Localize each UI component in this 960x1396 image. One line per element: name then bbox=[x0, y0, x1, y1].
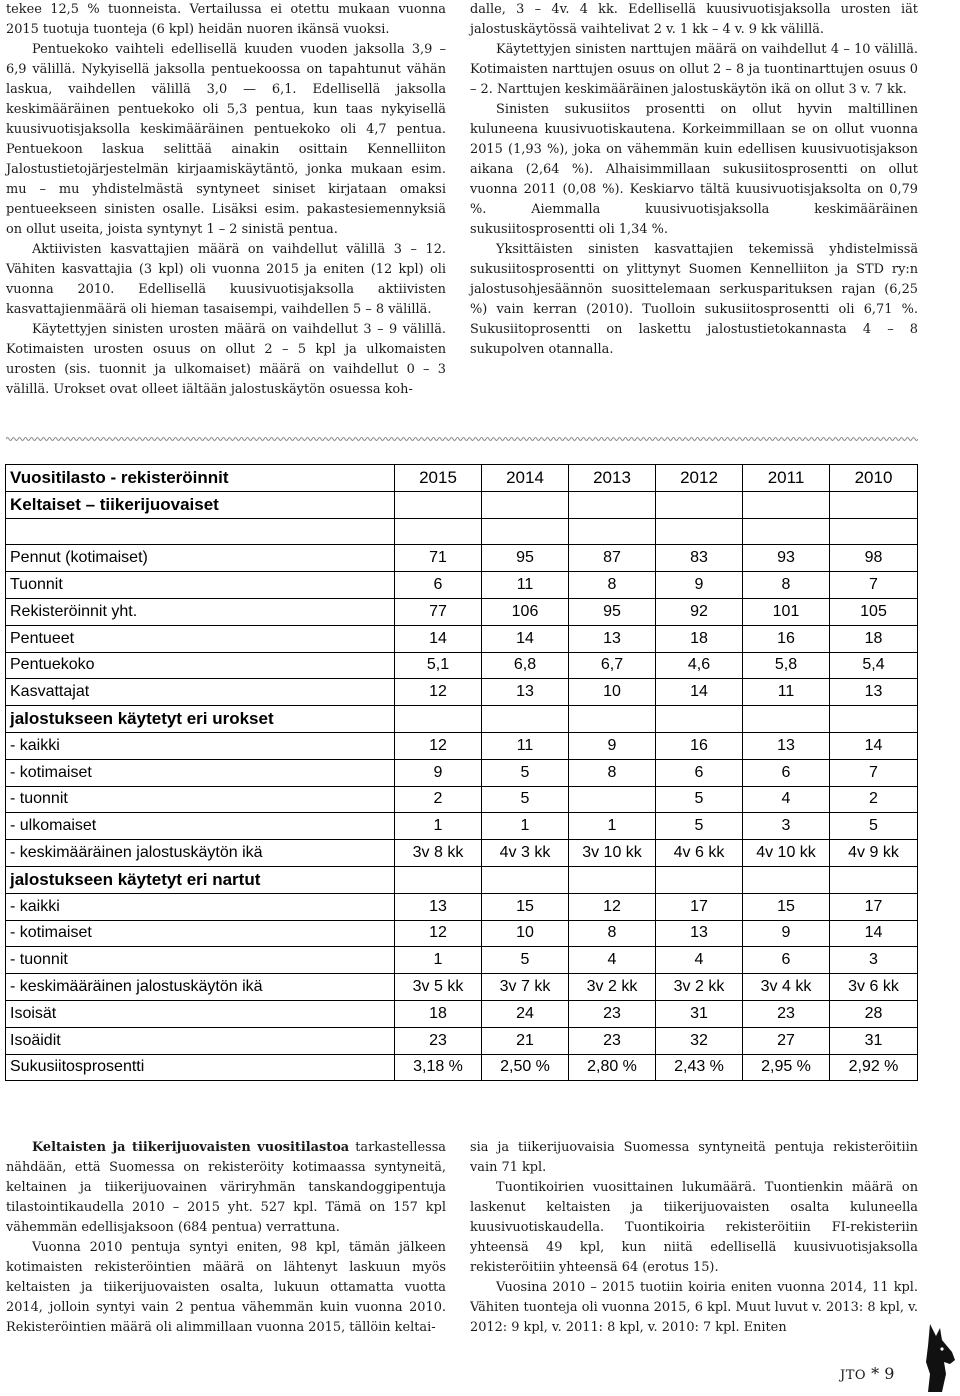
row-value: 16 bbox=[656, 732, 743, 759]
row-value: 12 bbox=[395, 732, 482, 759]
table-row bbox=[6, 813, 918, 840]
wavy-divider bbox=[6, 434, 918, 444]
row-value: 2,80 % bbox=[569, 1054, 656, 1081]
empty-cell bbox=[830, 518, 918, 545]
row-value: 7 bbox=[830, 572, 918, 599]
row-value: 9 bbox=[569, 732, 656, 759]
row-value: 12 bbox=[395, 920, 482, 947]
row-value: 11 bbox=[743, 679, 830, 706]
row-value: 2,43 % bbox=[656, 1054, 743, 1081]
row-value: 13 bbox=[743, 732, 830, 759]
summary-paragraph bbox=[6, 1138, 446, 1238]
row-value bbox=[830, 706, 918, 733]
row-value bbox=[743, 706, 830, 733]
table-row bbox=[6, 759, 918, 786]
row-value: 7 bbox=[830, 759, 918, 786]
row-value: 14 bbox=[482, 625, 569, 652]
row-label: - kaikki bbox=[6, 732, 395, 759]
row-value: 13 bbox=[656, 920, 743, 947]
table-header-row bbox=[6, 465, 918, 492]
table-row bbox=[6, 1000, 918, 1027]
row-value: 12 bbox=[569, 893, 656, 920]
body-paragraph: Käytettyjen sinisten urosten määrä on vaihdellut 3 – 9 välillä. Kotimaisten urosten osuus on ollut 2 – 5 kpl ja ulkomaisten urosten (sis. tuonnit ja ulkomaiset) määrä on vaihdellut 0 – 3 välillä. Urokset ovat olleet iältään jalostuskäytön osuessa koh- bbox=[6, 322, 446, 397]
text-column-top-left bbox=[6, 0, 446, 400]
table-row bbox=[6, 732, 918, 759]
row-value: 27 bbox=[743, 1027, 830, 1054]
body-paragraph: Pentuekoko vaihteli edellisellä kuuden vuoden jaksolla 3,9 – 6,9 välillä. Nykyisellä jaksolla pentuekoossa on tapahtunut vähän laskua, vaihdellen välillä 3,0 — 6,1. Edellisellä jaksolla keskimääräinen pentuekoko oli 5,3 pentua, kun taas nykyisellä kuusivuotisjaksolla keskimääräinen pentuekoko oli 4,7 pentua. Pentuekoon laskua selittää ainakin osittain Kennelliiton Jalostustietojärjestelmän kirjaamiskäytäntö, jonka mukaan esim. mu – mu yhdistelmästä syntyneet siniset kirjataan omaksi pentueekseen sinisten osalle. Lisäksi esim. pakastesiemennyksiä on ollut useita, joista syntynyt 1 – 2 sinistä pentua. bbox=[6, 42, 446, 237]
footer-separator: * bbox=[871, 1364, 880, 1383]
row-label: Pentuekoko bbox=[6, 652, 395, 679]
table-row bbox=[6, 1054, 918, 1081]
row-value bbox=[569, 706, 656, 733]
body-paragraph: tekee 12,5 % tuonneista. Vertailussa ei otettu mukaan vuonna 2015 tuotuja tuonteja (6 kpl) heidän nuoren ikänsä vuoksi. bbox=[6, 2, 446, 37]
journal-name: JTO bbox=[840, 1368, 867, 1383]
row-value: 6,7 bbox=[569, 652, 656, 679]
body-paragraph: Vuonna 2010 pentuja syntyi eniten, 98 kpl, tämän jälkeen kotimaisten rekisteröintien määrä on lähtenyt laskuun myös keltaisten ja tiikerijuovaisten osalta, lukuun ottamatta vuotta 2014, jolloin syntyi vain 2 pentua vähemmän kuin vuonna 2010. Rekisteröintien määrä oli alimmillaan vuonna 2015, tällöin keltai- bbox=[6, 1240, 446, 1335]
row-value: 105 bbox=[830, 598, 918, 625]
row-label: Pentueet bbox=[6, 625, 395, 652]
row-label: - kaikki bbox=[6, 893, 395, 920]
row-value: 31 bbox=[830, 1027, 918, 1054]
row-value: 1 bbox=[395, 947, 482, 974]
table-subtitle-row bbox=[6, 491, 918, 518]
row-value: 2,92 % bbox=[830, 1054, 918, 1081]
row-value: 1 bbox=[482, 813, 569, 840]
row-value: 4v 9 kk bbox=[830, 840, 918, 867]
row-value: 23 bbox=[395, 1027, 482, 1054]
year-header: 2010 bbox=[830, 465, 918, 492]
row-value: 14 bbox=[830, 920, 918, 947]
page-number: 9 bbox=[884, 1364, 895, 1383]
row-value bbox=[395, 706, 482, 733]
text-column-top-right bbox=[470, 0, 918, 360]
row-value: 5,1 bbox=[395, 652, 482, 679]
body-paragraph: Tuontikoirien vuosittainen lukumäärä. Tuontienkin määrä on laskenut keltaisten ja tiikerijuovaisten osalta kuluneella kuusivuotiskaudella. Tuontikoiria rekisteröitiin FI-rekisteriin yhteensä 49 kpl, kun niitä edellisellä kuusivuotisjaksolla rekisteröitiin yhteensä 64 (erotus 15). bbox=[470, 1180, 918, 1275]
row-label: jalostukseen käytetyt eri urokset bbox=[6, 706, 395, 733]
row-label: Rekisteröinnit yht. bbox=[6, 598, 395, 625]
text-column-bottom-right bbox=[470, 1138, 918, 1338]
row-value: 101 bbox=[743, 598, 830, 625]
row-value: 2,95 % bbox=[743, 1054, 830, 1081]
row-label: - keskimääräinen jalostuskäytön ikä bbox=[6, 840, 395, 867]
row-value: 4,6 bbox=[656, 652, 743, 679]
row-value: 17 bbox=[656, 893, 743, 920]
row-value: 5,8 bbox=[743, 652, 830, 679]
table-row bbox=[6, 840, 918, 867]
row-value: 6 bbox=[743, 759, 830, 786]
row-value: 4v 10 kk bbox=[743, 840, 830, 867]
empty-cell bbox=[656, 518, 743, 545]
text-column-bottom-left bbox=[6, 1138, 446, 1338]
row-value: 6 bbox=[656, 759, 743, 786]
row-value: 9 bbox=[656, 572, 743, 599]
row-value: 3v 7 kk bbox=[482, 974, 569, 1001]
empty-cell bbox=[830, 491, 918, 518]
row-label: - tuonnit bbox=[6, 947, 395, 974]
empty-cell bbox=[743, 518, 830, 545]
row-value: 92 bbox=[656, 598, 743, 625]
row-value: 23 bbox=[569, 1027, 656, 1054]
row-value: 3v 2 kk bbox=[569, 974, 656, 1001]
year-header: 2014 bbox=[482, 465, 569, 492]
row-value: 5 bbox=[482, 786, 569, 813]
row-value: 77 bbox=[395, 598, 482, 625]
row-value: 10 bbox=[569, 679, 656, 706]
row-label: - kotimaiset bbox=[6, 759, 395, 786]
page-footer bbox=[840, 1364, 894, 1383]
row-value bbox=[656, 706, 743, 733]
row-value: 13 bbox=[395, 893, 482, 920]
table-row bbox=[6, 679, 918, 706]
row-value: 3v 4 kk bbox=[743, 974, 830, 1001]
empty-cell bbox=[482, 491, 569, 518]
row-value: 8 bbox=[569, 759, 656, 786]
row-value: 5 bbox=[656, 786, 743, 813]
row-label: Isoisät bbox=[6, 1000, 395, 1027]
row-value: 23 bbox=[743, 1000, 830, 1027]
body-paragraph: Käytettyjen sinisten narttujen määrä on vaihdellut 4 – 10 välillä. Kotimaisten narttujen osuus on ollut 2 – 8 ja tuontinarttujen osuus 0 – 2. Narttujen keskimääräinen jalostuskäytön ikä on ollut 3 v. 7 kk. bbox=[470, 42, 918, 97]
table-row bbox=[6, 893, 918, 920]
row-value: 3v 10 kk bbox=[569, 840, 656, 867]
empty-cell bbox=[569, 518, 656, 545]
row-value: 9 bbox=[743, 920, 830, 947]
row-value: 14 bbox=[830, 732, 918, 759]
row-value: 3v 8 kk bbox=[395, 840, 482, 867]
row-value bbox=[569, 786, 656, 813]
row-label: - keskimääräinen jalostuskäytön ikä bbox=[6, 974, 395, 1001]
summary-lead: Keltaisten ja tiikerijuovaisten vuositilastoa bbox=[32, 1140, 350, 1155]
row-value: 23 bbox=[569, 1000, 656, 1027]
row-value: 93 bbox=[743, 545, 830, 572]
row-label: jalostukseen käytetyt eri nartut bbox=[6, 866, 395, 893]
row-value: 15 bbox=[743, 893, 830, 920]
row-value: 98 bbox=[830, 545, 918, 572]
row-value: 95 bbox=[482, 545, 569, 572]
row-value: 8 bbox=[569, 572, 656, 599]
row-value: 24 bbox=[482, 1000, 569, 1027]
row-value: 14 bbox=[395, 625, 482, 652]
row-value: 5 bbox=[482, 759, 569, 786]
row-value: 21 bbox=[482, 1027, 569, 1054]
year-header: 2011 bbox=[743, 465, 830, 492]
dog-head-logo bbox=[922, 1322, 956, 1394]
row-value: 106 bbox=[482, 598, 569, 625]
row-value: 5 bbox=[482, 947, 569, 974]
row-label: - ulkomaiset bbox=[6, 813, 395, 840]
table-title: Vuositilasto - rekisteröinnit bbox=[6, 465, 395, 492]
table-row bbox=[6, 625, 918, 652]
row-value: 2 bbox=[830, 786, 918, 813]
row-value: 11 bbox=[482, 732, 569, 759]
row-value: 4v 6 kk bbox=[656, 840, 743, 867]
row-value: 8 bbox=[569, 920, 656, 947]
row-label: Pennut (kotimaiset) bbox=[6, 545, 395, 572]
table-row bbox=[6, 706, 918, 733]
empty-cell bbox=[743, 491, 830, 518]
year-header: 2012 bbox=[656, 465, 743, 492]
body-paragraph: Sinisten sukusiitos prosentti on ollut hyvin maltillinen kuluneena kuusivuotiskautena. Korkeimmillaan se on ollut vuonna 2015 (1,93 %), joka on vähemmän kuin edellisen kuusivuotisjakson aikana (2,64 %). Alhaisimmillaan sukusiitosprosentti on ollut vuonna 2011 (0,08 %). Keskiarvo tältä kuusivuotisjaksolta on 0,79 %. Aiemmalla kuusivuotisjaksolla keskimääräinen sukusiitosprosentti oli 1,34 %. bbox=[470, 102, 918, 237]
body-paragraph: Yksittäisten sinisten kasvattajien tekemissä yhdistelmissä sukusiitosprosentti on ylittynyt Suomen Kennelliiton ja STD ry:n jalostusohjesäännön suosittelemaan serkusparituksen rajan (6,25 %) vain kerran (2010). Tuolloin sukusiitosprosentti oli 6,71 %. Sukusiitoprosentti on laskettu jalostustietokannasta 4 – 8 sukupolven otannalla. bbox=[470, 242, 918, 357]
row-value: 6 bbox=[395, 572, 482, 599]
row-value bbox=[656, 866, 743, 893]
row-value: 4v 3 kk bbox=[482, 840, 569, 867]
row-value bbox=[395, 866, 482, 893]
row-label: Isoäidit bbox=[6, 1027, 395, 1054]
row-value: 3v 2 kk bbox=[656, 974, 743, 1001]
row-value: 4 bbox=[743, 786, 830, 813]
table-row bbox=[6, 652, 918, 679]
row-value: 2 bbox=[395, 786, 482, 813]
row-value: 1 bbox=[395, 813, 482, 840]
row-value: 12 bbox=[395, 679, 482, 706]
row-value: 32 bbox=[656, 1027, 743, 1054]
table-row bbox=[6, 572, 918, 599]
table-row bbox=[6, 866, 918, 893]
row-label: Kasvattajat bbox=[6, 679, 395, 706]
row-value: 87 bbox=[569, 545, 656, 572]
row-label: - kotimaiset bbox=[6, 920, 395, 947]
table-row bbox=[6, 947, 918, 974]
row-value: 11 bbox=[482, 572, 569, 599]
row-value: 5,4 bbox=[830, 652, 918, 679]
year-header: 2015 bbox=[395, 465, 482, 492]
body-paragraph: dalle, 3 – 4v. 4 kk. Edellisellä kuusivuotisjaksolla urosten iät jalostuskäytössä vaihtelivat 2 v. 1 kk – 4 v. 9 kk välillä. bbox=[470, 2, 918, 37]
body-paragraph: Vuosina 2010 – 2015 tuotiin koiria eniten vuonna 2014, 11 kpl. Vähiten tuonteja oli vuonna 2015, 6 kpl. Muut luvut v. 2013: 8 kpl, v. 2012: 9 kpl, v. 2011: 8 kpl, v. 2010: 7 kpl. Eniten bbox=[470, 1280, 918, 1335]
row-value: 15 bbox=[482, 893, 569, 920]
row-label: Tuonnit bbox=[6, 572, 395, 599]
row-value: 18 bbox=[830, 625, 918, 652]
row-value: 28 bbox=[830, 1000, 918, 1027]
row-value: 31 bbox=[656, 1000, 743, 1027]
empty-cell bbox=[569, 491, 656, 518]
row-value: 14 bbox=[656, 679, 743, 706]
row-value: 95 bbox=[569, 598, 656, 625]
table-row bbox=[6, 920, 918, 947]
row-label: Sukusiitosprosentti bbox=[6, 1054, 395, 1081]
row-value: 10 bbox=[482, 920, 569, 947]
row-value: 5 bbox=[656, 813, 743, 840]
row-value bbox=[569, 866, 656, 893]
row-value bbox=[482, 866, 569, 893]
row-value: 3v 6 kk bbox=[830, 974, 918, 1001]
row-value: 3 bbox=[830, 947, 918, 974]
summary-lead-rest: tarkastellessa nähdään, että Suomessa on rekisteröity kotimaassa syntyneitä, keltainen ja tiikerijuovainen väriryhmän tanskandoggipentuja tilastointikaudella 2010 – 2015 yht. 527 kpl. Tämä on 157 kpl vähemmän edellisjaksoon (684 pentua) verrattuna. bbox=[6, 1140, 446, 1235]
row-value: 16 bbox=[743, 625, 830, 652]
row-value: 13 bbox=[830, 679, 918, 706]
table-row bbox=[6, 974, 918, 1001]
row-value: 3,18 % bbox=[395, 1054, 482, 1081]
empty-cell bbox=[395, 491, 482, 518]
table-spacer-row bbox=[6, 518, 918, 545]
row-value: 4 bbox=[656, 947, 743, 974]
row-value bbox=[830, 866, 918, 893]
row-value: 13 bbox=[569, 625, 656, 652]
table-subtitle: Keltaiset – tiikerijuovaiset bbox=[6, 491, 395, 518]
empty-cell bbox=[6, 518, 395, 545]
row-value: 71 bbox=[395, 545, 482, 572]
row-value: 18 bbox=[395, 1000, 482, 1027]
row-value: 2,50 % bbox=[482, 1054, 569, 1081]
row-value: 6,8 bbox=[482, 652, 569, 679]
row-value: 5 bbox=[830, 813, 918, 840]
body-paragraph: sia ja tiikerijuovaisia Suomessa syntyneitä pentuja rekisteröitiin vain 71 kpl. bbox=[470, 1140, 918, 1175]
row-value: 9 bbox=[395, 759, 482, 786]
row-value: 83 bbox=[656, 545, 743, 572]
row-value bbox=[482, 706, 569, 733]
row-value: 4 bbox=[569, 947, 656, 974]
table-row bbox=[6, 545, 918, 572]
row-value: 13 bbox=[482, 679, 569, 706]
table-row bbox=[6, 1027, 918, 1054]
empty-cell bbox=[482, 518, 569, 545]
year-header: 2013 bbox=[569, 465, 656, 492]
row-value: 6 bbox=[743, 947, 830, 974]
row-value: 1 bbox=[569, 813, 656, 840]
row-label: - tuonnit bbox=[6, 786, 395, 813]
empty-cell bbox=[395, 518, 482, 545]
row-value: 8 bbox=[743, 572, 830, 599]
table-row bbox=[6, 598, 918, 625]
row-value: 18 bbox=[656, 625, 743, 652]
row-value bbox=[743, 866, 830, 893]
row-value: 3v 5 kk bbox=[395, 974, 482, 1001]
statistics-table bbox=[5, 464, 918, 1081]
table-row bbox=[6, 786, 918, 813]
row-value: 3 bbox=[743, 813, 830, 840]
body-paragraph: Aktiivisten kasvattajien määrä on vaihdellut välillä 3 – 12. Vähiten kasvattajia (3 kpl) oli vuonna 2015 ja eniten (12 kpl) oli vuonna 2010. Edellisellä kuusivuotisjaksolla aktiivisten kasvattajienmäärä oli hieman tasaisempi, vaihdellen 5 – 8 välillä. bbox=[6, 242, 446, 317]
empty-cell bbox=[656, 491, 743, 518]
row-value: 17 bbox=[830, 893, 918, 920]
